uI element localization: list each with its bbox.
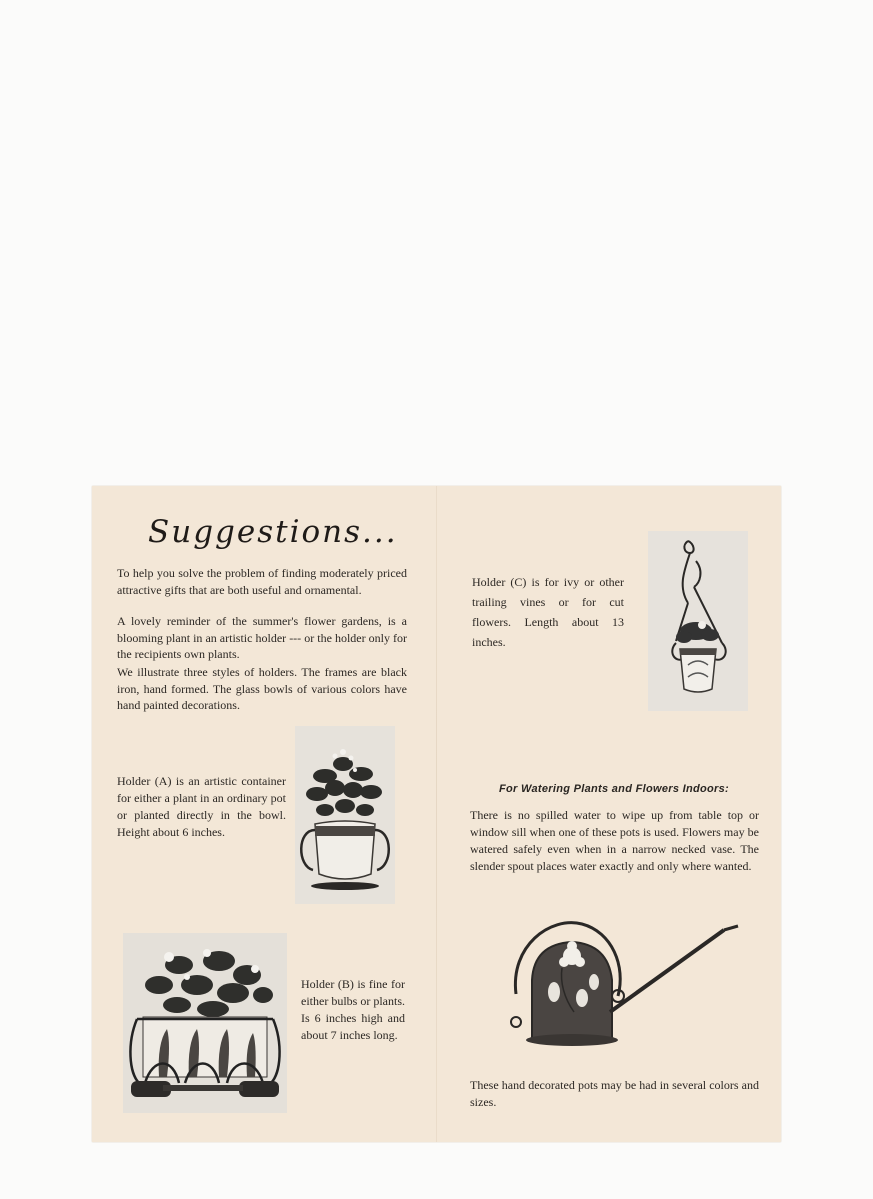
holder-b-description: Holder (B) is fine for either bulbs or plants. Is 6 inches high and about 7 inches long.	[301, 977, 405, 1042]
fold-line	[436, 486, 437, 1142]
brochure-sheet	[92, 486, 781, 1142]
pots-note: These hand decorated pots may be had in several colors and sizes.	[470, 1078, 759, 1109]
intro-paragraph-3: We illustrate three styles of holders. The frames are black iron, hand formed. The glass bowls of various colors have hand painted decorations.	[117, 665, 407, 712]
holder-c-description: Holder (C) is for ivy or other trailing vines or for cut flowers. Length about 13 inches.	[472, 575, 624, 649]
watering-description: There is no spilled water to wipe up from table top or window sill when one of these pots is used. Flowers may be watered safely even when in a narrow necked vase. The slender spout places water exactly and only where wanted.	[470, 808, 759, 873]
holder-a-photo	[295, 726, 395, 904]
watering-heading: For Watering Plants and Flowers Indoors:	[499, 783, 729, 795]
holder-a-description: Holder (A) is an artistic container for either a plant in an ordinary pot or planted directly in the bowl. Height about 6 inches.	[117, 774, 286, 839]
intro-paragraph-2: A lovely reminder of the summer's flower gardens, is a blooming plant in an artistic holder --- or the holder only for the recipients own plants.	[117, 614, 407, 661]
intro-paragraph-1: To help you solve the problem of finding moderately priced attractive gifts that are both useful and ornamental.	[117, 566, 407, 597]
holder-c-photo	[648, 531, 748, 711]
holder-b-photo	[123, 933, 287, 1113]
watering-pot-photo	[502, 916, 742, 1046]
page-title: Suggestions...	[148, 514, 398, 550]
